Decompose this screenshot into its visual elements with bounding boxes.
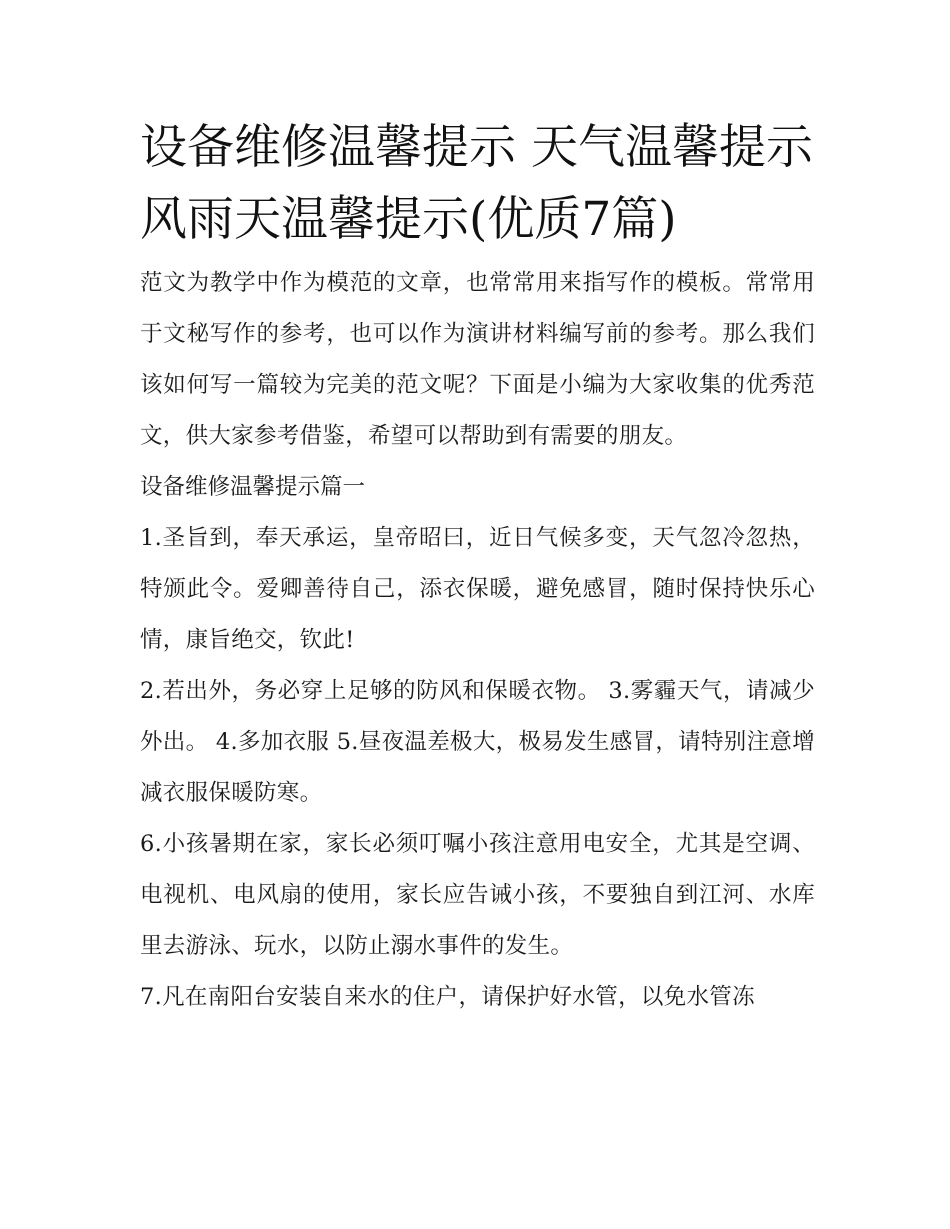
paragraph-1: 1.圣旨到，奉天承运，皇帝昭曰，近日气候多变，天气忽冷忽热，特颁此令。爱卿善待自己，添衣保暖，避免感冒，随时保持快乐心情，康旨绝交，钦此! bbox=[140, 525, 815, 653]
document-content bbox=[140, 112, 815, 1023]
paragraph-3: 6.小孩暑期在家，家长必须叮嘱小孩注意用电安全，尤其是空调、电视机、电风扇的使用，家长应告诫小孩，不要独自到江河、水库里去游泳、玩水，以防止溺水事件的发生。 bbox=[140, 831, 815, 959]
paragraph-4: 7.凡在南阳台安装自来水的住户，请保护好水管，以免水管冻 bbox=[140, 984, 755, 1010]
intro-paragraph: 范文为教学中作为模范的文章，也常常用来指写作的模板。常常用于文秘写作的参考，也可以作为演讲材料编写前的参考。那么我们该如何写一篇较为完美的范文呢？下面是小编为大家收集的优秀范文，供大家参考借鉴，希望可以帮助到有需要的朋友。 bbox=[140, 270, 815, 449]
document-title: 设备维修温馨提示 天气温馨提示风雨天温馨提示(优质7篇) bbox=[140, 120, 813, 247]
paragraph-2: 2.若出外，务必穿上足够的防风和保暖衣物。 3.雾霾天气，请减少外出。 4.多加衣服 5.昼夜温差极大，极易发生感冒，请特别注意增减衣服保暖防寒。 bbox=[140, 678, 815, 806]
section-heading: 设备维修温馨提示篇一 bbox=[140, 474, 366, 500]
